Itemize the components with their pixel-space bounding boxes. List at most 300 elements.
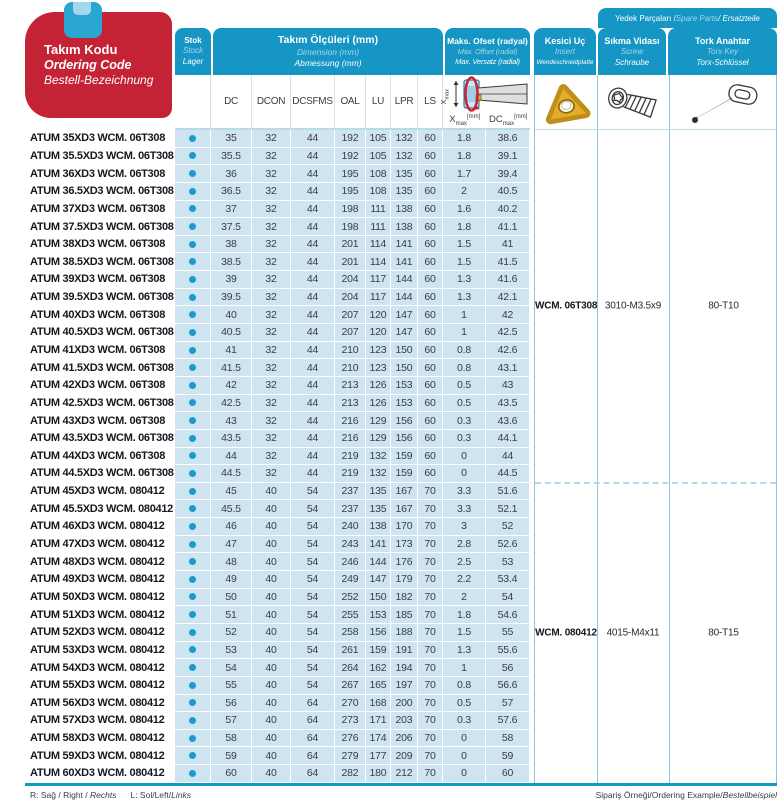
stock-cell bbox=[175, 536, 211, 554]
screw-icon bbox=[605, 80, 661, 126]
value-lpr: 191 bbox=[391, 642, 418, 660]
stock-cell bbox=[175, 712, 211, 730]
value-lpr: 153 bbox=[391, 395, 418, 413]
value-lu: 141 bbox=[366, 536, 391, 554]
value-xmax: 0.5 bbox=[443, 695, 486, 713]
value-dcon: 32 bbox=[252, 465, 291, 483]
value-dcsfms: 44 bbox=[291, 342, 335, 360]
tool-code: ATUM 49XD3 WCM. 080412 bbox=[25, 571, 175, 589]
stock-header-en: Stock bbox=[182, 46, 203, 56]
stock-dot bbox=[189, 135, 196, 142]
value-lpr: 167 bbox=[391, 500, 418, 518]
stock-dot bbox=[189, 558, 196, 565]
torx-key-icon bbox=[687, 80, 761, 126]
bookmark-tab-notch bbox=[73, 2, 91, 15]
stock-cell bbox=[175, 253, 211, 271]
value-lu: 123 bbox=[366, 342, 391, 360]
tool-code: ATUM 56XD3 WCM. 080412 bbox=[25, 695, 175, 713]
spare-parts-panel bbox=[534, 75, 777, 783]
value-oal: 264 bbox=[335, 659, 366, 677]
tool-code: ATUM 39XD3 WCM. 06T308 bbox=[25, 271, 175, 289]
value-lu: 156 bbox=[366, 624, 391, 642]
stock-dot bbox=[189, 417, 196, 424]
stock-dot bbox=[189, 717, 196, 724]
value-ls: 70 bbox=[418, 553, 443, 571]
value-lu: 117 bbox=[366, 271, 391, 289]
value-ls: 60 bbox=[418, 183, 443, 201]
value-xmax: 2 bbox=[443, 183, 486, 201]
value-ls: 60 bbox=[418, 236, 443, 254]
value-lu: 111 bbox=[366, 218, 391, 236]
table-row bbox=[25, 448, 530, 466]
value-ls: 70 bbox=[418, 730, 443, 748]
value-xmax: 3 bbox=[443, 518, 486, 536]
insert-header-de: Wendeschneidplatte bbox=[536, 59, 594, 67]
value-lpr: 182 bbox=[391, 589, 418, 607]
spare-parts-en: Spare Parts bbox=[675, 13, 719, 23]
table-row bbox=[25, 130, 530, 148]
stock-cell bbox=[175, 359, 211, 377]
value-xmax: 0 bbox=[443, 730, 486, 748]
table-row bbox=[25, 395, 530, 413]
value-oal: 279 bbox=[335, 747, 366, 765]
value-lpr: 156 bbox=[391, 430, 418, 448]
stock-cell bbox=[175, 500, 211, 518]
dimension-column-labels bbox=[175, 75, 530, 130]
value-dcsfms: 64 bbox=[291, 712, 335, 730]
value-xmax: 0 bbox=[443, 765, 486, 783]
value-xmax: 0 bbox=[443, 448, 486, 466]
value-oal: 219 bbox=[335, 448, 366, 466]
value-lu: 171 bbox=[366, 712, 391, 730]
value-lu: 108 bbox=[366, 165, 391, 183]
value-dcon: 40 bbox=[252, 677, 291, 695]
value-oal: 201 bbox=[335, 236, 366, 254]
value-dcmax: 41.5 bbox=[486, 253, 530, 271]
value-dcsfms: 54 bbox=[291, 624, 335, 642]
max-offset-header bbox=[445, 28, 530, 75]
value-xmax: 0.3 bbox=[443, 412, 486, 430]
table-row bbox=[25, 500, 530, 518]
value-lpr: 197 bbox=[391, 677, 418, 695]
value-oal: 207 bbox=[335, 324, 366, 342]
value-dcsfms: 44 bbox=[291, 165, 335, 183]
table-row bbox=[25, 747, 530, 765]
value-lpr: 147 bbox=[391, 324, 418, 342]
value-lpr: 203 bbox=[391, 712, 418, 730]
value-oal: 201 bbox=[335, 253, 366, 271]
stock-cell bbox=[175, 624, 211, 642]
stock-dot bbox=[189, 629, 196, 636]
screw-header-de: Schraube bbox=[614, 57, 650, 67]
value-oal: 240 bbox=[335, 518, 366, 536]
table-row bbox=[25, 377, 530, 395]
value-lpr: 132 bbox=[391, 148, 418, 166]
value-dcmax: 55 bbox=[486, 624, 530, 642]
value-dcon: 40 bbox=[252, 500, 291, 518]
dimensions-header-de: Abmessung (mm) bbox=[294, 58, 362, 69]
value-dcmax: 51.6 bbox=[486, 483, 530, 501]
dimensions-header-tr: Takım Ölçüleri (mm) bbox=[277, 33, 379, 46]
group-screw-code: 4015-M4x11 bbox=[606, 627, 660, 639]
value-oal: 198 bbox=[335, 201, 366, 219]
value-dc: 43 bbox=[211, 412, 252, 430]
value-xmax: 0.5 bbox=[443, 377, 486, 395]
value-dcon: 40 bbox=[252, 712, 291, 730]
stock-cell bbox=[175, 553, 211, 571]
value-dcmax: 43.5 bbox=[486, 395, 530, 413]
tool-code: ATUM 51XD3 WCM. 080412 bbox=[25, 606, 175, 624]
value-dcon: 40 bbox=[252, 624, 291, 642]
table-row bbox=[25, 324, 530, 342]
value-dcmax: 40.2 bbox=[486, 201, 530, 219]
value-dcmax: 52.6 bbox=[486, 536, 530, 554]
value-dcmax: 43 bbox=[486, 377, 530, 395]
value-dc: 40 bbox=[211, 306, 252, 324]
value-dcmax: 56 bbox=[486, 659, 530, 677]
value-oal: 192 bbox=[335, 130, 366, 148]
value-ls: 70 bbox=[418, 606, 443, 624]
value-dc: 37 bbox=[211, 201, 252, 219]
value-dc: 41.5 bbox=[211, 359, 252, 377]
value-dcon: 32 bbox=[252, 271, 291, 289]
value-oal: 213 bbox=[335, 395, 366, 413]
value-oal: 243 bbox=[335, 536, 366, 554]
value-dcmax: 53 bbox=[486, 553, 530, 571]
value-dcsfms: 54 bbox=[291, 606, 335, 624]
group-divider-dashed bbox=[535, 482, 776, 484]
stock-cell bbox=[175, 571, 211, 589]
value-xmax: 1 bbox=[443, 324, 486, 342]
col-label-lu: LU bbox=[366, 75, 391, 128]
stock-cell bbox=[175, 677, 211, 695]
stock-dot bbox=[189, 170, 196, 177]
value-dcmax: 57 bbox=[486, 695, 530, 713]
ordering-code-en: Ordering Code bbox=[44, 57, 132, 72]
value-oal: 198 bbox=[335, 218, 366, 236]
max-offset-header-de: Max. Versatz (radial) bbox=[455, 57, 520, 67]
stock-dot bbox=[189, 435, 196, 442]
insert-trigon-icon bbox=[540, 80, 592, 126]
value-dcmax: 39.1 bbox=[486, 148, 530, 166]
spare-parts-de: / Ersatzteile bbox=[718, 13, 760, 23]
value-xmax: 3.3 bbox=[443, 500, 486, 518]
stock-dot bbox=[189, 452, 196, 459]
value-ls: 70 bbox=[418, 695, 443, 713]
stock-dot bbox=[189, 364, 196, 371]
value-oal: 213 bbox=[335, 377, 366, 395]
value-dcsfms: 44 bbox=[291, 148, 335, 166]
tool-code: ATUM 55XD3 WCM. 080412 bbox=[25, 677, 175, 695]
value-dcon: 32 bbox=[252, 253, 291, 271]
stock-dot bbox=[189, 205, 196, 212]
value-ls: 60 bbox=[418, 148, 443, 166]
stock-dot bbox=[189, 470, 196, 477]
value-dcmax: 56.6 bbox=[486, 677, 530, 695]
value-dcsfms: 54 bbox=[291, 589, 335, 607]
value-lu: 126 bbox=[366, 395, 391, 413]
value-ls: 60 bbox=[418, 271, 443, 289]
value-dcon: 32 bbox=[252, 218, 291, 236]
value-lu: 132 bbox=[366, 465, 391, 483]
value-dc: 48 bbox=[211, 553, 252, 571]
stock-dot bbox=[189, 152, 196, 159]
value-dc: 47 bbox=[211, 536, 252, 554]
value-lu: 114 bbox=[366, 236, 391, 254]
tool-code: ATUM 42XD3 WCM. 06T308 bbox=[25, 377, 175, 395]
value-ls: 70 bbox=[418, 536, 443, 554]
value-ls: 60 bbox=[418, 253, 443, 271]
tool-code: ATUM 43.5XD3 WCM. 06T308 bbox=[25, 430, 175, 448]
value-xmax: 1.7 bbox=[443, 165, 486, 183]
spare-parts-tr: Yedek Parçaları / bbox=[615, 13, 676, 23]
tool-code: ATUM 38.5XD3 WCM. 06T308 bbox=[25, 253, 175, 271]
table-bottom-border bbox=[25, 783, 777, 786]
stock-dot bbox=[189, 576, 196, 583]
value-dcon: 32 bbox=[252, 165, 291, 183]
stock-column-header bbox=[175, 28, 211, 75]
value-dcon: 40 bbox=[252, 747, 291, 765]
stock-dot bbox=[189, 294, 196, 301]
value-xmax: 1.5 bbox=[443, 236, 486, 254]
value-oal: 267 bbox=[335, 677, 366, 695]
tool-code: ATUM 42.5XD3 WCM. 06T308 bbox=[25, 395, 175, 413]
footer-legend bbox=[30, 790, 191, 800]
value-dcsfms: 44 bbox=[291, 448, 335, 466]
group-torx-code: 80-T10 bbox=[708, 300, 739, 312]
table-row bbox=[25, 253, 530, 271]
tool-code: ATUM 40.5XD3 WCM. 06T308 bbox=[25, 324, 175, 342]
value-dcmax: 42.5 bbox=[486, 324, 530, 342]
value-lu: 120 bbox=[366, 324, 391, 342]
tool-code: ATUM 46XD3 WCM. 080412 bbox=[25, 518, 175, 536]
value-lpr: 147 bbox=[391, 306, 418, 324]
value-dc: 39.5 bbox=[211, 289, 252, 307]
value-dc: 54 bbox=[211, 659, 252, 677]
value-lu: 111 bbox=[366, 201, 391, 219]
value-dc: 38 bbox=[211, 236, 252, 254]
value-dcon: 32 bbox=[252, 289, 291, 307]
table-row bbox=[25, 165, 530, 183]
value-xmax: 1.8 bbox=[443, 130, 486, 148]
value-dc: 38.5 bbox=[211, 253, 252, 271]
stock-header-tr: Stok bbox=[184, 35, 202, 45]
value-xmax: 0.8 bbox=[443, 677, 486, 695]
torx-key-image-cell bbox=[669, 75, 778, 130]
value-dcsfms: 54 bbox=[291, 659, 335, 677]
value-dcsfms: 64 bbox=[291, 747, 335, 765]
ordering-code-tr: Takım Kodu bbox=[44, 41, 118, 57]
value-dcsfms: 44 bbox=[291, 306, 335, 324]
value-lu: 180 bbox=[366, 765, 391, 783]
table-row bbox=[25, 606, 530, 624]
tool-code: ATUM 54XD3 WCM. 080412 bbox=[25, 659, 175, 677]
value-dcsfms: 54 bbox=[291, 500, 335, 518]
ordering-code-de: Bestell-Bezeichnung bbox=[44, 73, 154, 88]
stock-cell bbox=[175, 395, 211, 413]
value-dc: 35 bbox=[211, 130, 252, 148]
stock-cell bbox=[175, 606, 211, 624]
value-dc: 53 bbox=[211, 642, 252, 660]
insert-column-header bbox=[534, 28, 596, 75]
value-lpr: 185 bbox=[391, 606, 418, 624]
table-body bbox=[25, 130, 530, 783]
value-ls: 60 bbox=[418, 218, 443, 236]
col-label-dc: DC bbox=[211, 75, 252, 128]
value-dc: 37.5 bbox=[211, 218, 252, 236]
screw-column-header bbox=[598, 28, 666, 75]
value-lu: 159 bbox=[366, 642, 391, 660]
value-ls: 70 bbox=[418, 483, 443, 501]
stock-dot bbox=[189, 593, 196, 600]
value-dcon: 32 bbox=[252, 342, 291, 360]
value-dc: 35.5 bbox=[211, 148, 252, 166]
stock-dot bbox=[189, 646, 196, 653]
value-dcon: 40 bbox=[252, 571, 291, 589]
value-ls: 60 bbox=[418, 342, 443, 360]
table-row bbox=[25, 659, 530, 677]
torx-header-de: Torx-Schlüssel bbox=[696, 57, 749, 67]
value-ls: 60 bbox=[418, 395, 443, 413]
value-dcon: 40 bbox=[252, 518, 291, 536]
table-row bbox=[25, 589, 530, 607]
value-lu: 129 bbox=[366, 430, 391, 448]
stock-dot bbox=[189, 382, 196, 389]
value-dcsfms: 54 bbox=[291, 518, 335, 536]
value-dcsfms: 44 bbox=[291, 430, 335, 448]
stock-cell bbox=[175, 659, 211, 677]
tool-code: ATUM 38XD3 WCM. 06T308 bbox=[25, 236, 175, 254]
value-oal: 252 bbox=[335, 589, 366, 607]
value-dc: 40.5 bbox=[211, 324, 252, 342]
dcmax-label: $DC_{max}[mm]$ bbox=[489, 113, 528, 127]
stock-dot bbox=[189, 347, 196, 354]
value-oal: 282 bbox=[335, 765, 366, 783]
stock-dot bbox=[189, 523, 196, 530]
value-dcsfms: 64 bbox=[291, 765, 335, 783]
value-dcon: 32 bbox=[252, 430, 291, 448]
value-dc: 55 bbox=[211, 677, 252, 695]
tool-code: ATUM 35.5XD3 WCM. 06T308 bbox=[25, 148, 175, 166]
value-lpr: 179 bbox=[391, 571, 418, 589]
value-ls: 70 bbox=[418, 642, 443, 660]
tool-code: ATUM 39.5XD3 WCM. 06T308 bbox=[25, 289, 175, 307]
value-oal: 207 bbox=[335, 306, 366, 324]
stock-cell bbox=[175, 165, 211, 183]
value-dcsfms: 64 bbox=[291, 730, 335, 748]
value-oal: 219 bbox=[335, 465, 366, 483]
value-oal: 261 bbox=[335, 642, 366, 660]
stock-cell bbox=[175, 430, 211, 448]
value-lpr: 167 bbox=[391, 483, 418, 501]
table-row bbox=[25, 306, 530, 324]
stock-dot bbox=[189, 329, 196, 336]
stock-cell bbox=[175, 448, 211, 466]
legend-left-hand-de: Links bbox=[171, 790, 191, 800]
value-ls: 70 bbox=[418, 589, 443, 607]
value-dcon: 32 bbox=[252, 448, 291, 466]
stock-dot bbox=[189, 752, 196, 759]
group-insert-code: WCM. 080412 bbox=[535, 627, 597, 639]
value-dcon: 32 bbox=[252, 130, 291, 148]
table-row bbox=[25, 677, 530, 695]
stock-cell bbox=[175, 236, 211, 254]
value-dcmax: 42.1 bbox=[486, 289, 530, 307]
value-dcsfms: 44 bbox=[291, 395, 335, 413]
value-dcmax: 60 bbox=[486, 765, 530, 783]
table-row bbox=[25, 218, 530, 236]
value-lpr: 138 bbox=[391, 201, 418, 219]
stock-cell bbox=[175, 218, 211, 236]
value-xmax: 0.8 bbox=[443, 342, 486, 360]
value-ls: 70 bbox=[418, 500, 443, 518]
value-lu: 117 bbox=[366, 289, 391, 307]
stock-dot bbox=[189, 735, 196, 742]
value-xmax: 0.3 bbox=[443, 712, 486, 730]
xmax-label: $X_{max}[mm]$ bbox=[449, 113, 481, 127]
stock-dot bbox=[189, 241, 196, 248]
table-row bbox=[25, 342, 530, 360]
value-ls: 70 bbox=[418, 659, 443, 677]
value-oal: 210 bbox=[335, 359, 366, 377]
value-dcsfms: 54 bbox=[291, 677, 335, 695]
value-ls: 70 bbox=[418, 747, 443, 765]
value-dcmax: 55.6 bbox=[486, 642, 530, 660]
stock-dot bbox=[189, 541, 196, 548]
value-oal: 276 bbox=[335, 730, 366, 748]
tool-code: ATUM 41XD3 WCM. 06T308 bbox=[25, 342, 175, 360]
value-xmax: 1.3 bbox=[443, 289, 486, 307]
value-xmax: 1 bbox=[443, 306, 486, 324]
value-lpr: 209 bbox=[391, 747, 418, 765]
stock-cell bbox=[175, 730, 211, 748]
value-dc: 44 bbox=[211, 448, 252, 466]
value-dcmax: 41.6 bbox=[486, 271, 530, 289]
value-dcmax: 41.1 bbox=[486, 218, 530, 236]
col-label-dcon: DCON bbox=[252, 75, 291, 128]
value-dcon: 32 bbox=[252, 236, 291, 254]
value-dcsfms: 44 bbox=[291, 253, 335, 271]
stock-cell bbox=[175, 377, 211, 395]
stock-cell bbox=[175, 201, 211, 219]
torx-header-en: Torx Key bbox=[706, 46, 739, 56]
stock-subcell bbox=[175, 75, 211, 128]
col-label-lpr: LPR bbox=[391, 75, 418, 128]
stock-cell bbox=[175, 342, 211, 360]
value-dcon: 40 bbox=[252, 730, 291, 748]
value-lu: 108 bbox=[366, 183, 391, 201]
value-dcon: 40 bbox=[252, 659, 291, 677]
value-lu: 150 bbox=[366, 589, 391, 607]
stock-dot bbox=[189, 770, 196, 777]
stock-cell bbox=[175, 642, 211, 660]
table-row bbox=[25, 695, 530, 713]
legend-right-hand: R: Sağ / Right / bbox=[30, 790, 90, 800]
value-dc: 49 bbox=[211, 571, 252, 589]
value-lpr: 200 bbox=[391, 695, 418, 713]
value-lpr: 159 bbox=[391, 448, 418, 466]
value-ls: 70 bbox=[418, 571, 443, 589]
value-dcon: 32 bbox=[252, 412, 291, 430]
value-ls: 60 bbox=[418, 289, 443, 307]
value-dcsfms: 64 bbox=[291, 695, 335, 713]
value-xmax: 1.5 bbox=[443, 253, 486, 271]
value-dc: 52 bbox=[211, 624, 252, 642]
torx-header-tr: Tork Anahtar bbox=[694, 35, 750, 46]
stock-cell bbox=[175, 289, 211, 307]
value-lpr: 176 bbox=[391, 553, 418, 571]
tool-code: ATUM 36.5XD3 WCM. 06T308 bbox=[25, 183, 175, 201]
